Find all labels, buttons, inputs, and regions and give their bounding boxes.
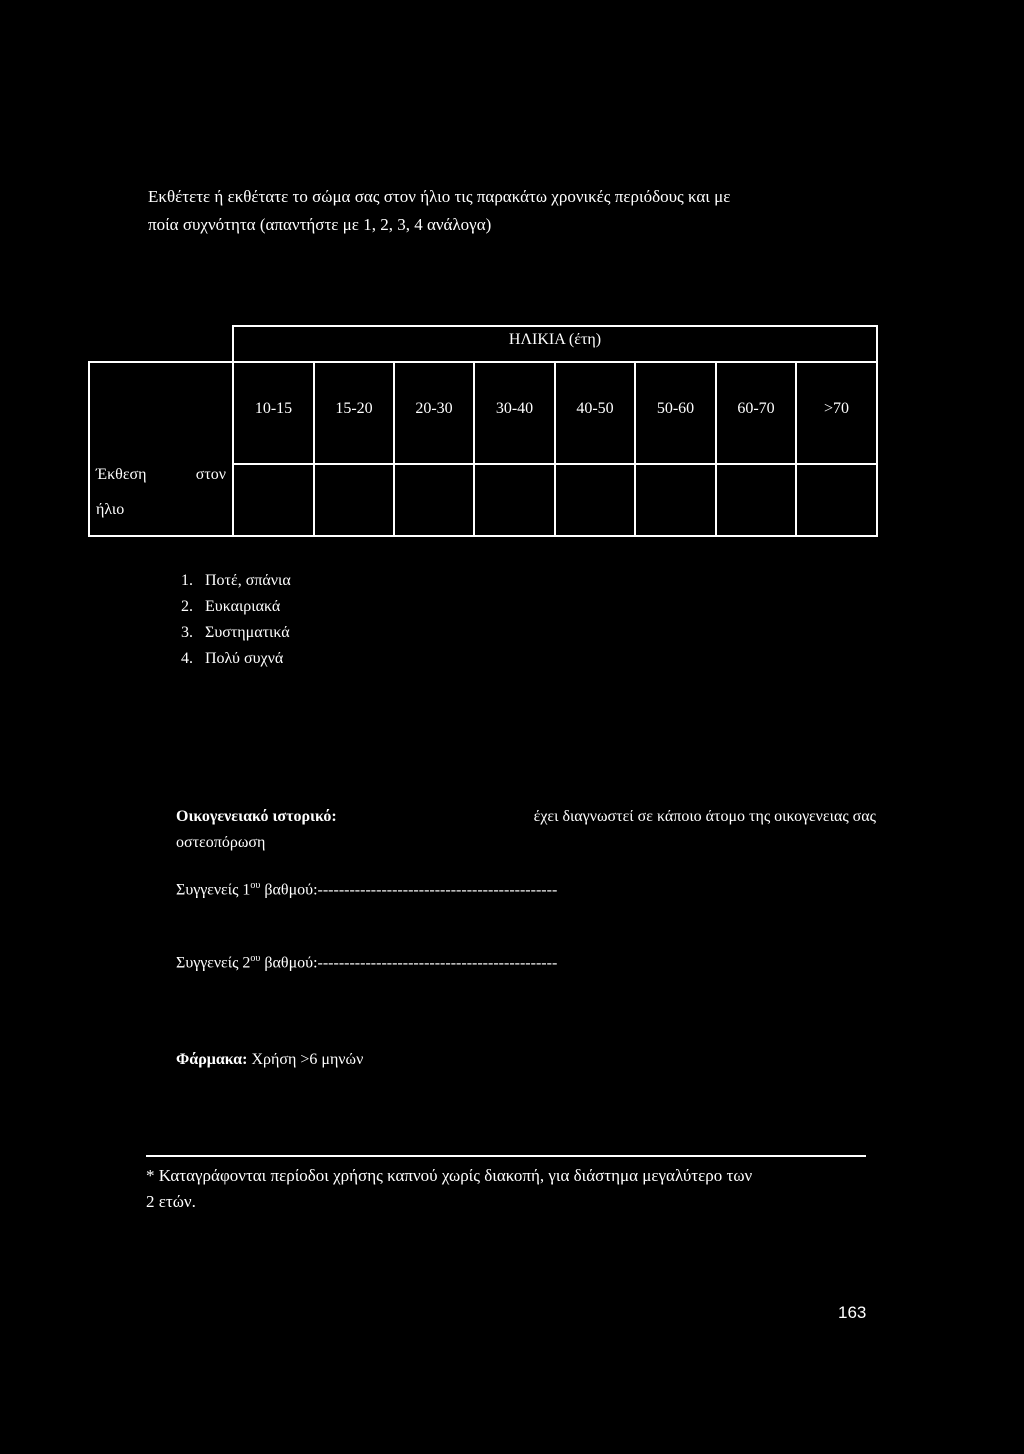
age-group-label: 40-50 — [576, 400, 614, 417]
second-degree-sup: ου — [250, 953, 261, 964]
answer-cell[interactable] — [475, 465, 554, 535]
legend-number: 3. — [181, 624, 193, 641]
legend-item — [181, 646, 291, 672]
legend-number: 1. — [181, 572, 193, 589]
intro-line-2: ποία συχνότητα (απαντήστε με 1, 2, 3, 4 ανάλογα) — [148, 215, 492, 234]
age-header: ΗΛΙΚΙΑ (έτη) — [508, 331, 602, 348]
legend-label: Πολύ συχνά — [205, 650, 284, 667]
intro-question — [148, 183, 888, 239]
legend-label: Ποτέ, σπάνια — [205, 572, 291, 589]
age-group-label: 30-40 — [495, 400, 534, 417]
answer-cell[interactable] — [797, 465, 876, 535]
row-label-line-1 — [96, 466, 226, 484]
second-degree-suffix: βαθμού:--------------------------------------------- — [264, 954, 558, 972]
first-degree-sup: ου — [250, 880, 261, 891]
drugs-text: Χρήση >6 μηνών — [251, 1051, 364, 1068]
second-degree-relatives[interactable] — [176, 953, 557, 972]
drugs-section — [176, 1051, 363, 1069]
family-history-question: έχει διαγνωστεί σε κάποιο άτομο της οικογενειας σας — [533, 808, 876, 825]
page-number: 163 — [838, 1303, 867, 1322]
legend-number: 4. — [181, 650, 193, 667]
legend-item — [181, 594, 291, 620]
answer-cell[interactable] — [234, 465, 313, 535]
family-history-line-1 — [176, 804, 876, 830]
age-group-label: 20-30 — [415, 400, 453, 417]
answer-cell[interactable] — [395, 465, 473, 535]
age-group-label: 50-60 — [656, 400, 695, 417]
answer-cell[interactable] — [636, 465, 715, 535]
age-group-label: 10-15 — [254, 400, 293, 417]
legend-label: Ευκαιριακά — [205, 598, 281, 615]
footnote — [146, 1163, 876, 1215]
family-history-title: Οικογενειακό ιστορικό: — [176, 808, 337, 825]
legend-number: 2. — [181, 598, 193, 615]
second-degree-prefix: Συγγενείς 2 — [176, 954, 251, 972]
age-group-label: 60-70 — [737, 400, 775, 417]
answer-cell[interactable] — [556, 465, 634, 535]
footnote-line-2: 2 ετών. — [146, 1192, 196, 1211]
footnote-line-1: * Καταγράφονται περίοδοι χρήσης καπνού χωρίς διακοπή, για διάστημα μεγαλύτερο των — [146, 1166, 753, 1185]
legend-item — [181, 620, 291, 646]
age-group-label: 15-20 — [335, 400, 373, 417]
legend-label: Συστηματικά — [205, 624, 290, 641]
answer-cell[interactable] — [717, 465, 795, 535]
legend-item — [181, 568, 291, 594]
family-history-section — [176, 804, 876, 856]
first-degree-prefix: Συγγενείς 1 — [176, 881, 251, 899]
sun-exposure-table — [88, 325, 878, 537]
footnote-divider — [146, 1155, 866, 1157]
answer-cell[interactable] — [315, 465, 393, 535]
frequency-legend — [181, 568, 291, 672]
first-degree-suffix: βαθμού:--------------------------------------------- — [264, 881, 558, 899]
intro-line-1: Εκθέτετε ή εκθέτατε το σώμα σας στον ήλιο τις παρακάτω χρονικές περιόδους και με — [148, 187, 731, 206]
row-label-exposure: Έκθεση — [96, 466, 147, 483]
row-label-line-2: ήλιο — [96, 501, 125, 518]
first-degree-relatives[interactable] — [176, 880, 557, 899]
family-history-line-2: οστεοπόρωση — [176, 834, 266, 851]
age-group-label: >70 — [823, 400, 850, 417]
row-label-to: στον — [195, 466, 226, 483]
drugs-title: Φάρμακα: — [176, 1051, 248, 1068]
